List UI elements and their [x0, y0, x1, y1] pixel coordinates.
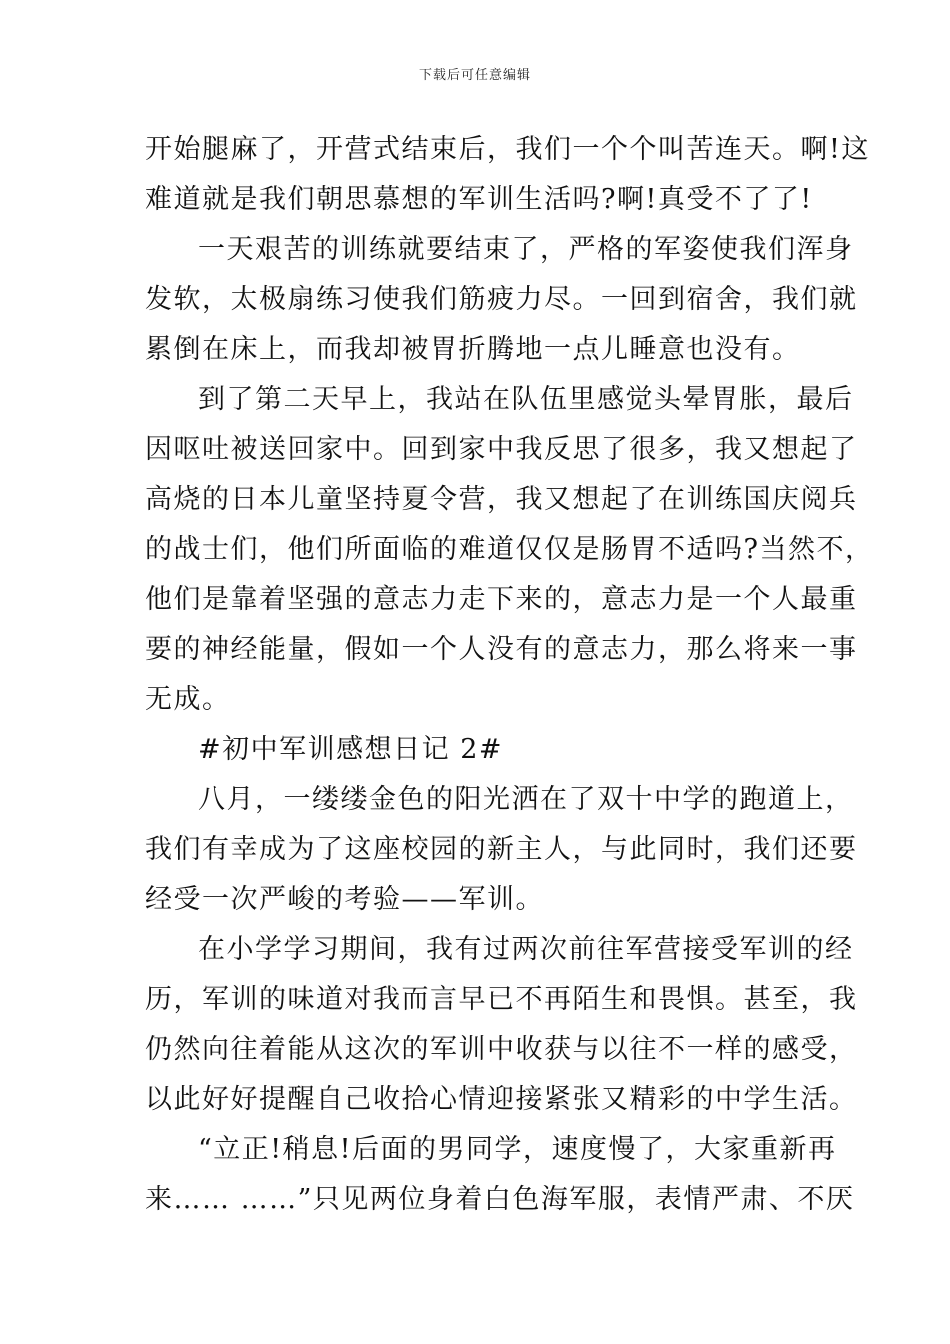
text-line: 要的神经能量，假如一个人没有的意志力，那么将来一事	[145, 634, 858, 665]
text-line: 因呕吐被送回家中。回到家中我反思了很多，我又想起了	[145, 434, 858, 465]
text-line: 经受一次严峻的考验——军训。	[145, 884, 544, 915]
text-line: 高烧的日本儿童坚持夏令营，我又想起了在训练国庆阅兵	[145, 484, 858, 515]
text-line: 在小学学习期间，我有过两次前往军营接受军训的经	[198, 934, 854, 965]
text-line: 历，军训的味道对我而言早已不再陌生和畏惧。甚至，我	[145, 984, 858, 1015]
text-line: “立正!稍息!后面的男同学，速度慢了，大家重新再	[198, 1134, 837, 1165]
text-line: 仍然向往着能从这次的军训中收获与以往不一样的感受，	[145, 1034, 858, 1065]
text-line: 到了第二天早上，我站在队伍里感觉头晕胃胀，最后	[198, 384, 854, 415]
text-line: #初中军训感想日记 2#	[198, 734, 504, 765]
text-line: 开始腿麻了，开营式结束后，我们一个个叫苦连天。啊!这	[145, 134, 870, 165]
page-header: 下载后可任意编辑	[418, 68, 531, 83]
text-line: 以此好好提醒自己收拾心情迎接紧张又精彩的中学生活。	[145, 1084, 858, 1115]
text-line: 我们有幸成为了这座校园的新主人，与此同时，我们还要	[145, 834, 858, 865]
text-line: 发软，太极扇练习使我们筋疲力尽。一回到宿舍，我们就	[145, 284, 858, 315]
document-body	[145, 128, 874, 1228]
text-line: 八月，一缕缕金色的阳光洒在了双十中学的跑道上，	[198, 784, 854, 815]
text-line: 难道就是我们朝思慕想的军训生活吗?啊!真受不了了!	[145, 184, 813, 215]
text-line: 累倒在床上，而我却被胃折腾地一点儿睡意也没有。	[145, 334, 801, 365]
text-line: 来…… ……”只见两位身着白色海军服，表情严肃、不厌	[145, 1184, 855, 1215]
text-line: 的战士们，他们所面临的难道仅仅是肠胃不适吗?当然不，	[145, 534, 874, 565]
text-line: 一天艰苦的训练就要结束了，严格的军姿使我们浑身	[198, 234, 854, 265]
text-line: 无成。	[145, 684, 231, 715]
text-line: 他们是靠着坚强的意志力走下来的，意志力是一个人最重	[145, 584, 858, 615]
